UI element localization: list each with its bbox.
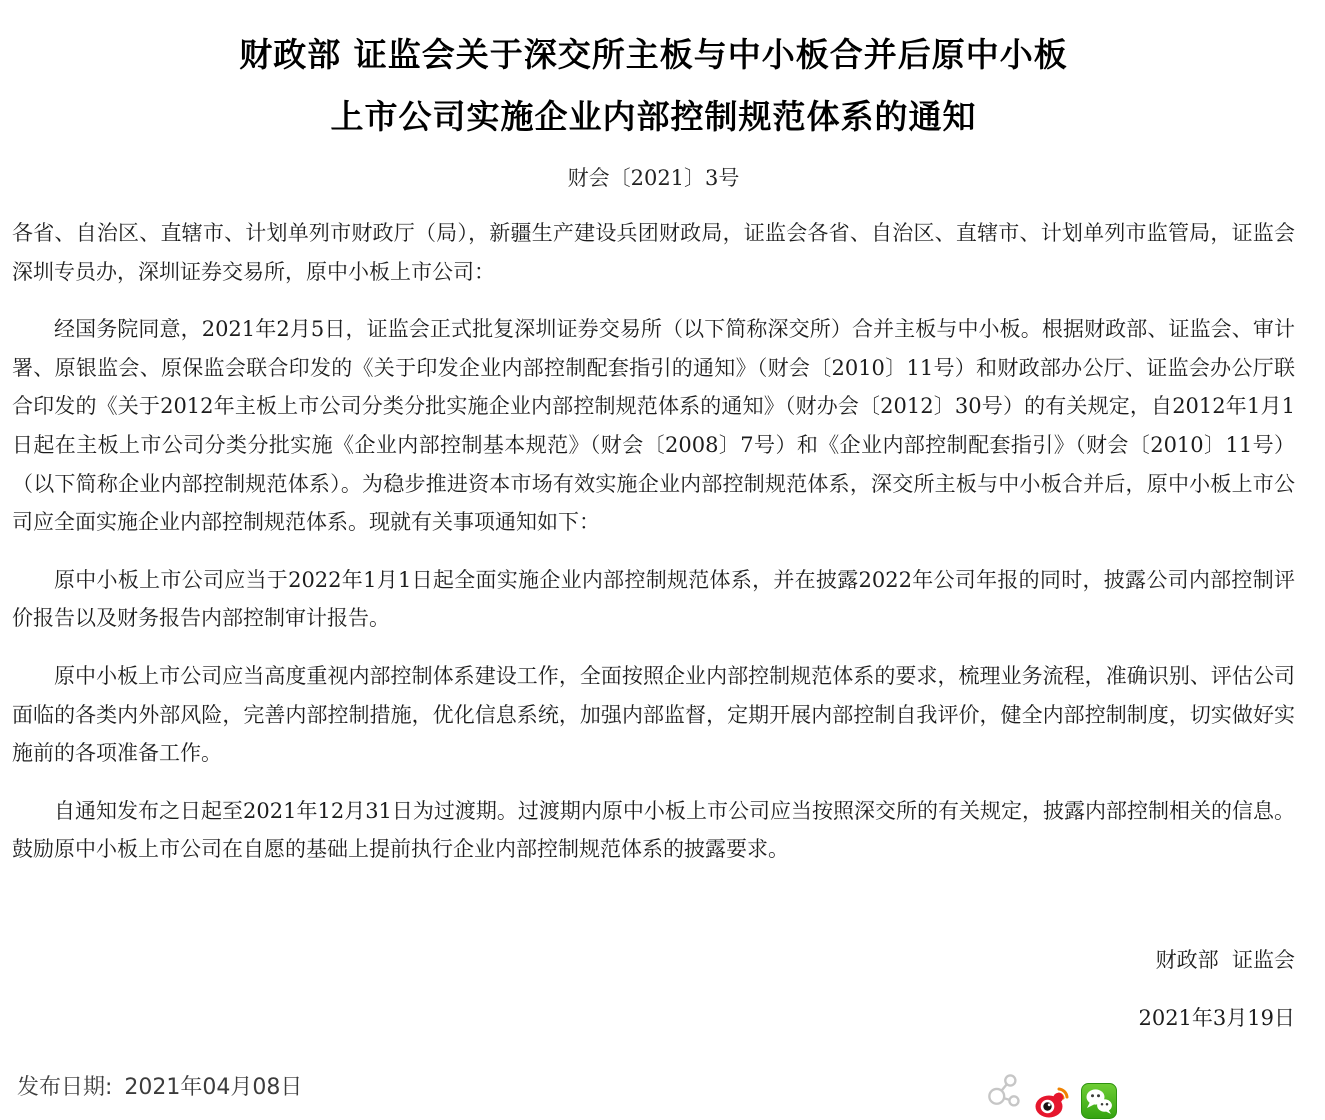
publish-date-row: [17, 1070, 302, 1101]
paragraph-background: 经国务院同意，2021年2月5日，证监会正式批复深圳证券交易所（以下简称深交所）合并主板与中小板。根据财政部、证监会、审计署、原银监会、原保监会联合印发的《关于印发企业内部控制配套指引的通知》（财会〔2010〕11号）和财政部办公厅、证监会办公厅联合印发的《关于2012年主板上市公司分类分批实施企业内部控制规范体系的通知》（财办会〔2012〕30号）的有关规定，自2012年1月1日起在主板上市公司分类分批实施《企业内部控制基本规范》（财会〔2008〕7号）和《企业内部控制配套指引》（财会〔2010〕11号）（以下简称企业内部控制规范体系）。为稳步推进资本市场有效实施企业内部控制规范体系，深交所主板与中小板合并后，原中小板上市公司应全面实施企业内部控制规范体系。现就有关事项通知如下：: [12, 317, 1295, 535]
share-toolbar: [985, 1068, 1117, 1119]
title-line-2: 上市公司实施企业内部控制规范体系的通知: [330, 97, 977, 136]
document-number: 财会〔2021〕3号: [567, 166, 740, 190]
signature-issuer: 财政部 证监会: [1155, 947, 1295, 972]
signature-date: 2021年3月19日: [1138, 1005, 1295, 1030]
signature-block: [12, 945, 1295, 1033]
wechat-icon[interactable]: [1081, 1083, 1117, 1119]
paragraph-preparation: 原中小板上市公司应当高度重视内部控制体系建设工作，全面按照企业内部控制规范体系的要求，梳理业务流程，准确识别、评估公司面临的各类内外部风险，完善内部控制措施，优化信息系统，加强内部监督，定期开展内部控制自我评价，健全内部控制制度，切实做好实施前的各项准备工作。: [12, 663, 1295, 766]
document-body: [12, 214, 1295, 869]
page-title: [12, 0, 1295, 148]
paragraph-transition-period: 自通知发布之日起至2021年12月31日为过渡期。过渡期内原中小板上市公司应当按照深交所的有关规定，披露内部控制相关的信息。鼓励原中小板上市公司在自愿的基础上提前执行企业内部控制规范体系的披露要求。: [12, 798, 1295, 862]
publish-date-value: 2021年04月08日: [124, 1075, 303, 1100]
paragraph-implementation-date: 原中小板上市公司应当于2022年1月1日起全面实施企业内部控制规范体系，并在披露2022年公司年报的同时，披露公司内部控制评价报告以及财务报告内部控制审计报告。: [12, 567, 1295, 631]
weibo-icon[interactable]: [1035, 1085, 1071, 1118]
title-line-1: 财政部 证监会关于深交所主板与中小板合并后原中小板: [239, 35, 1068, 74]
publish-date-label: 发布日期:: [17, 1075, 113, 1100]
paragraph-salutation: 各省、自治区、直辖市、计划单列市财政厅（局），新疆生产建设兵团财政局，证监会各省、自治区、直辖市、计划单列市监管局，证监会深圳专员办，深圳证券交易所，原中小板上市公司：: [12, 221, 1295, 284]
share-icon[interactable]: [985, 1068, 1023, 1112]
